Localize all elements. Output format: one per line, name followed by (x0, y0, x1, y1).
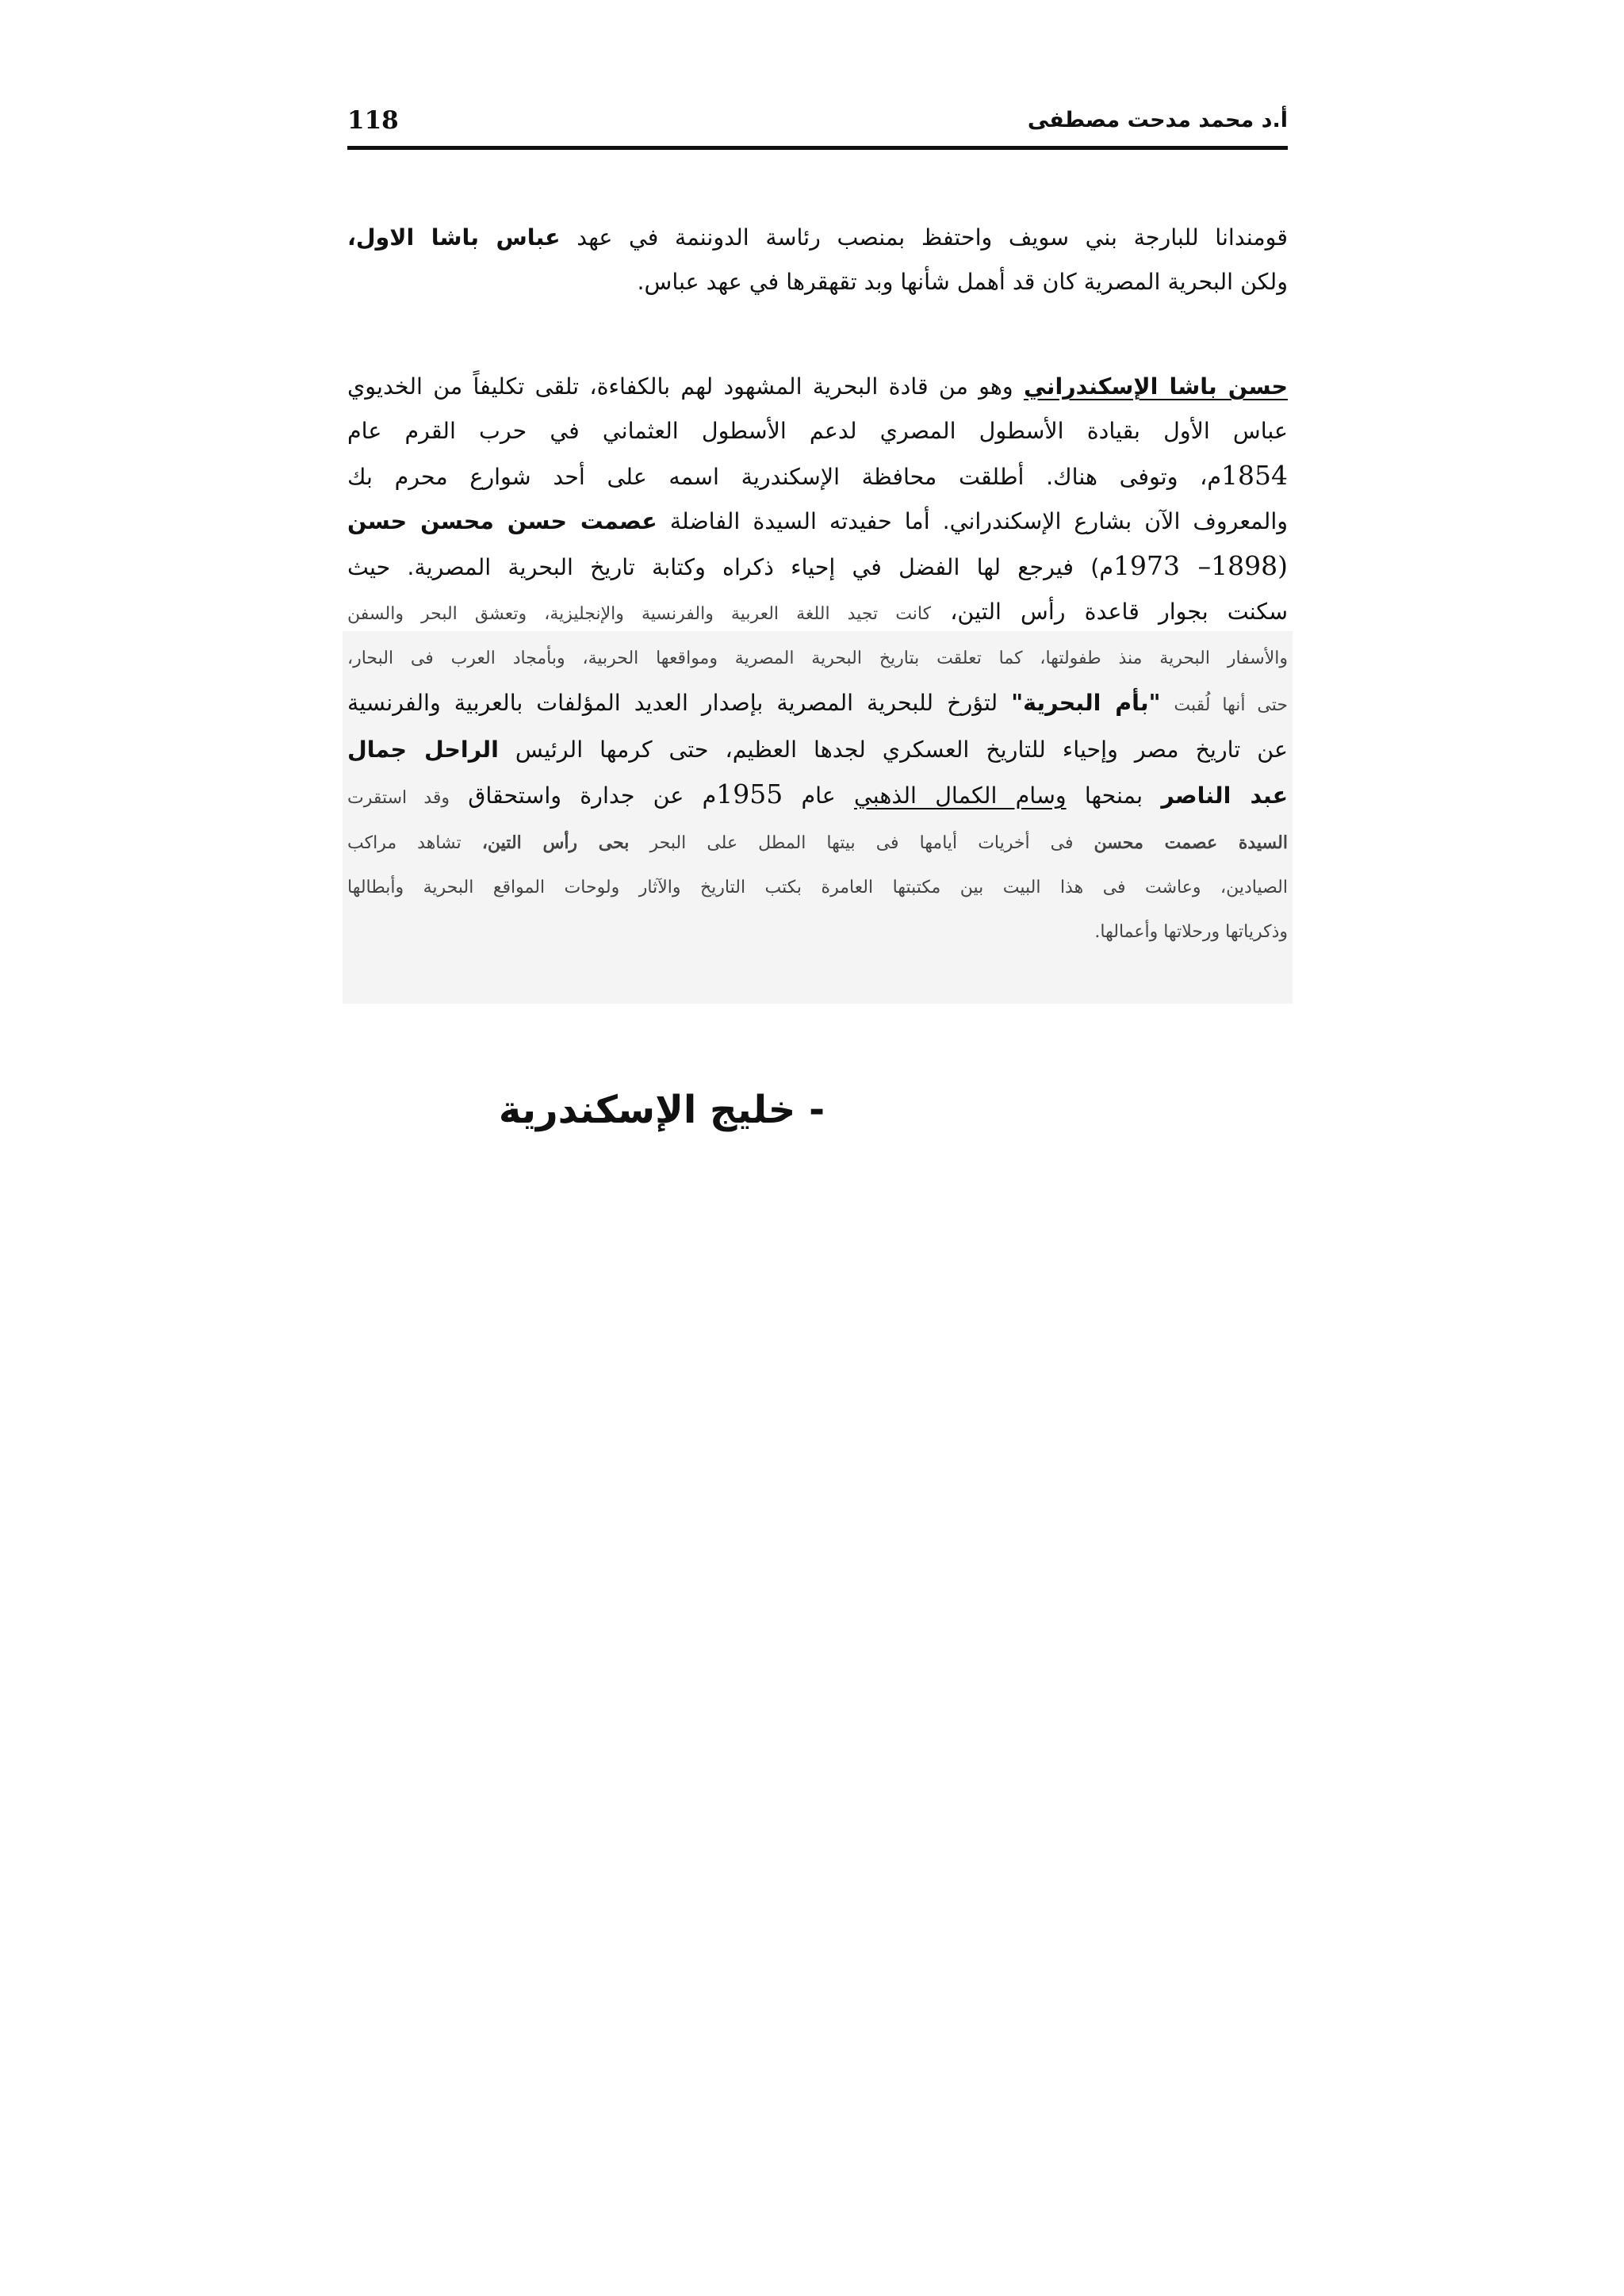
paragraph-2-line-11: السيدة عصمت محسن فى أخريات أيامها فى بيتها المطل على البحر بحى رأس التين، تشاهد مراكب (347, 832, 1288, 853)
medal-name: وسام الكمال الذهبي (854, 783, 1067, 809)
paragraph-1-line-1: قومندانا للبارجة بني سويف واحتفظ بمنصب رئاسة الدوننمة في عهد عباس باشا الاول، (347, 224, 1289, 251)
section-heading: - خليج الإسكندرية (498, 1088, 825, 1132)
paragraph-1 (347, 216, 1288, 304)
paragraph-2-line-2: عباس الأول بقيادة الأسطول المصري لدعم الأسطول العثماني في حرب القرم عام (347, 418, 1288, 444)
paragraph-2-line-12: الصيادين، وعاشت فى هذا البيت بين مكتبتها العامرة بكتب التاريخ والآثار ولوحات المواقع البحرية وأبطالها (347, 878, 1288, 897)
paragraph-2-line-7: والأسفار البحرية منذ طفولتها، كما تعلقت بتاريخ البحرية المصرية ومواقعها الحربية، وبأمجاد العرب فى البحار، (347, 649, 1289, 668)
paragraph-2-line-9: عن تاريخ مصر وإحياء للتاريخ العسكري لجدها العظيم، حتى كرمها الرئيس الراحل جمال (347, 737, 1288, 763)
paragraph-2-line-6: سكنت بجوار قاعدة رأس التين، كانت تجيد اللغة العربية والفرنسية والإنجليزية، وتعشق البحر والسفن (347, 599, 1289, 625)
page-header (347, 101, 1288, 150)
abbas-pasha-name: عباس باشا الاول، (347, 224, 561, 251)
esmat-name: عصمت حسن محسن حسن (347, 508, 657, 534)
paragraph-2-line-10: عبد الناصر بمنحها وسام الكمال الذهبي عام 1955م عن جدارة واستحقاق وقد استقرت (347, 779, 1289, 809)
paragraph-2-line-13: وذكرياتها ورحلاتها وأعمالها. (1094, 922, 1288, 942)
paragraph-2-line-1: حسن باشا الإسكندراني وهو من قادة البحرية المشهود لهم بالكفاءة، تلقى تكليفاً من الخديوي (347, 373, 1288, 400)
paragraph-2-line-4: والمعروف الآن بشارع الإسكندراني. أما حفيدته السيدة الفاضلة عصمت حسن محسن حسن (347, 508, 1289, 534)
hassan-pasha-name: حسن باشا الإسكندراني (1023, 373, 1288, 400)
paragraph-1-line-2: ولكن البحرية المصرية كان قد أهمل شأنها وبد تقهقرها في عهد عباس. (637, 269, 1288, 295)
paragraph-2 (347, 365, 1288, 955)
author-name: أ.د محمد مدحت مصطفى (1027, 108, 1288, 132)
paragraph-2-line-5: (1898– 1973م) فيرجع لها الفضل في إحياء ذكراه وكتابة تاريخ البحرية المصرية. حيث (347, 550, 1288, 581)
page-number: 118 (347, 106, 399, 135)
paragraph-2-line-8: حتى أنها لُقبت "بأم البحرية" لتؤرخ للبحرية المصرية بإصدار العديد المؤلفات بالعربية والفرنسية (347, 690, 1288, 716)
paragraph-2-line-3: 1854م، وتوفى هناك. أطلقت محافظة الإسكندرية اسمه على أحد شوارع محرم بك (347, 460, 1288, 491)
